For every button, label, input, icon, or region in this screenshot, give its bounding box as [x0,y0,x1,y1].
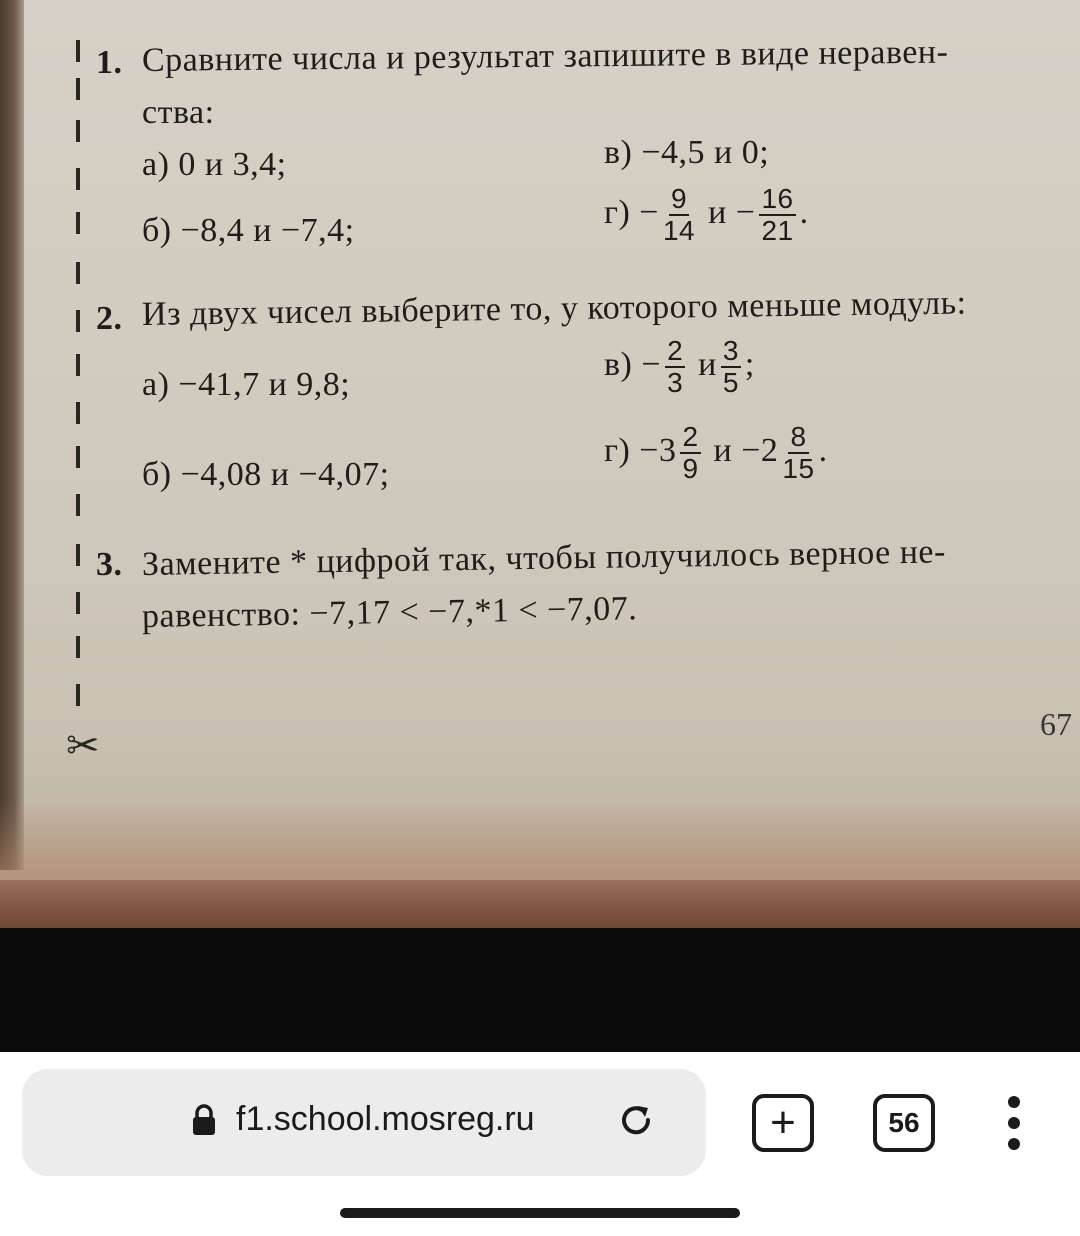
task1-option-g [604,184,809,246]
fraction-numerator: 16 [761,183,794,214]
menu-dot [1008,1117,1020,1129]
reload-icon[interactable] [616,1100,656,1140]
new-tab-button[interactable]: + [752,1094,814,1152]
cut-line-dash [76,684,80,706]
cut-line-dash [76,40,80,62]
task2-option-b: б) −4,08 и −4,07; [142,456,390,493]
fraction-denominator: 14 [662,215,696,246]
menu-dot [1008,1096,1020,1108]
task3-number: 3. [96,546,123,583]
task1-g-prefix: г) − [604,193,659,231]
url-text[interactable]: f1.school.mosreg.ru [236,1100,535,1138]
book-spine-edge [0,0,24,870]
photo-shadow-bottom [0,880,1080,928]
fraction [759,184,795,246]
page-number: 67 [1040,706,1072,742]
tabs-counter-button[interactable]: 56 [873,1094,935,1152]
task2-text: Из двух чисел выберите то, у которого меньше модуль: [141,284,967,333]
task1-option-v: в) −4,5 и 0; [604,134,770,171]
cut-line-dash [76,168,80,190]
task1-text-line2: ства: [142,94,215,131]
task2-v-end: ; [744,345,755,383]
home-indicator[interactable] [340,1208,740,1218]
cut-line-dash [76,636,80,658]
task1-g-mid: и − [708,193,756,231]
task2-g-prefix: г) −3 [604,431,677,469]
cut-line-dash [76,354,80,376]
image-viewer-background [0,928,1080,1052]
task2-option-g [604,422,828,484]
task2-v-prefix: в) − [604,345,662,383]
fraction [665,336,685,398]
fraction [680,422,700,484]
fraction-numerator: 2 [682,421,699,452]
task2-option-a: а) −41,7 и 9,8; [142,366,351,403]
fraction-numerator: 2 [667,335,684,366]
task2-v-mid: и [698,345,717,383]
overflow-menu-icon[interactable] [1004,1096,1024,1152]
cut-line-dash [76,120,80,142]
task2-number: 2. [96,300,123,337]
task2-g-mid: и −2 [713,431,779,469]
cut-line-dash [76,592,80,614]
task1-g-end: . [799,193,809,231]
cut-line-dash [76,212,80,234]
fraction-denominator: 5 [722,367,739,398]
fraction [721,336,741,398]
fraction-numerator: 3 [722,335,739,366]
fraction-denominator: 3 [667,367,684,398]
task3-text-line1: Замените * цифрой так, чтобы получилось верное не- [141,533,947,583]
task1-option-b: б) −8,4 и −7,4; [142,212,355,249]
cut-line-dash [76,262,80,284]
lock-icon [192,1104,216,1136]
fraction [663,184,695,246]
cut-line-dash [76,494,80,516]
task2-option-v [604,336,755,398]
cut-line-dash [76,446,80,468]
fraction-denominator: 15 [782,453,815,484]
fraction-numerator: 9 [670,183,688,214]
fraction-numerator: 8 [790,421,807,452]
task1-text-line1: Сравните числа и результат запишите в виде неравен- [141,33,949,79]
fraction-denominator: 9 [682,453,699,484]
cut-line-dash [76,544,80,566]
cut-line-dash [76,310,80,332]
menu-dot [1008,1138,1020,1150]
task3-text-line2: равенство: −7,17 < −7,*1 < −7,07. [141,590,638,635]
task2-g-end: . [818,431,828,469]
fraction-denominator: 21 [761,215,794,246]
cut-line-dash [76,402,80,424]
fraction [782,422,814,484]
cut-line-dash [76,78,80,100]
scissors-icon: ✂ [66,723,100,768]
task1-number: 1. [96,44,123,81]
task1-option-a: а) 0 и 3,4; [142,146,287,183]
